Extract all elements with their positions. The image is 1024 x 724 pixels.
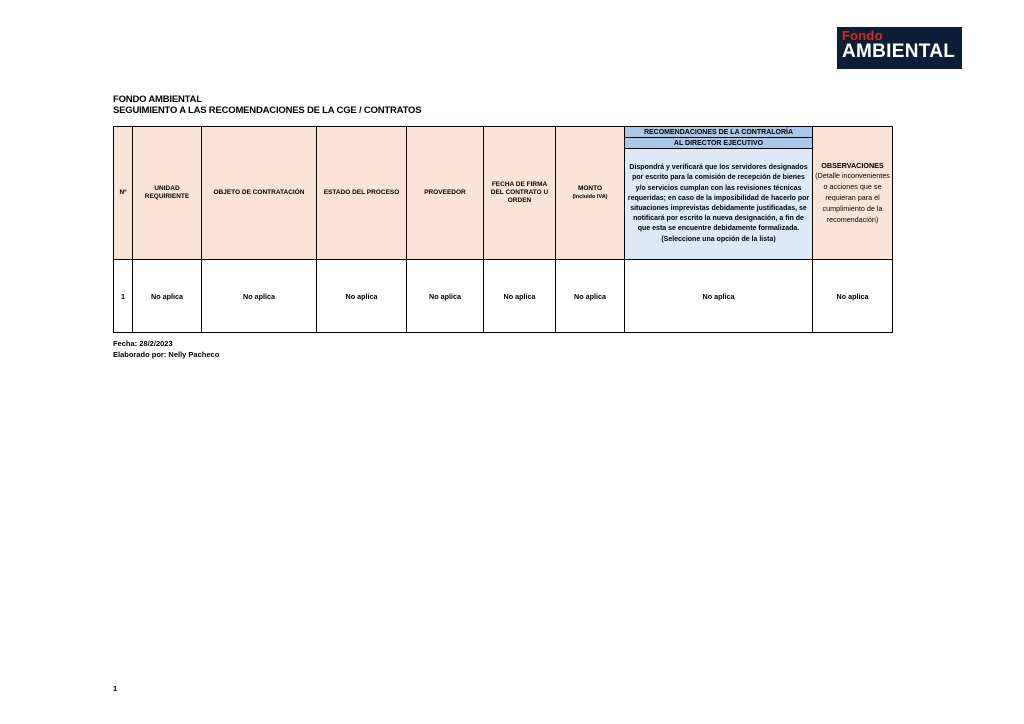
- director-band: AL DIRECTOR EJECUTIVO: [625, 138, 813, 149]
- row-fecha-firma: No aplica: [484, 260, 556, 333]
- col-objeto-header: OBJETO DE CONTRATACIÓN: [202, 127, 317, 260]
- col-estado-header: ESTADO DEL PROCESO: [317, 127, 407, 260]
- col-observaciones-header: [813, 127, 893, 260]
- recommendations-table: [113, 126, 893, 333]
- row-estado: No aplica: [317, 260, 407, 333]
- row-unidad: No aplica: [133, 260, 202, 333]
- fondo-ambiental-logo: [837, 27, 962, 69]
- title-line2: SEGUIMIENTO A LAS RECOMENDACIONES DE LA CGE / CONTRATOS: [113, 105, 422, 116]
- logo-line2: AMBIENTAL: [842, 41, 956, 62]
- row-num: 1: [114, 260, 133, 333]
- page-number: 1: [113, 684, 118, 693]
- col-num-header: Nº: [114, 127, 133, 260]
- col-proveedor-header: PROVEEDOR: [407, 127, 484, 260]
- footer-note: [113, 338, 219, 360]
- table-row: [114, 260, 893, 333]
- row-objeto: No aplica: [202, 260, 317, 333]
- col-monto-header: [556, 127, 625, 260]
- col-unidad-header: UNIDAD REQUIRIENTE: [133, 127, 202, 260]
- row-proveedor: No aplica: [407, 260, 484, 333]
- header-row-band: [114, 127, 893, 138]
- observaciones-label: OBSERVACIONES: [821, 160, 884, 170]
- col-fecha-firma-header: FECHA DE FIRMA DEL CONTRATO U ORDEN: [484, 127, 556, 260]
- recommendation-text: Dispondrá y verificará que los servidores designados por escrito para la comisión de recepción de bienes y/o servicios cumplan con las revisiones técnicas requeridas; en caso de la imposibilidad de hacerlo por situaciones imprevistas debidamente justificadas, se notificará por escrito la nueva designación, a fin de que esta se encuentre debidamente formalizada. (Seleccione una opción de la lista): [625, 149, 813, 260]
- fecha-text: Fecha: 28/2/2023: [113, 339, 173, 348]
- recomendaciones-band: RECOMENDACIONES DE LA CONTRALORÍA: [625, 127, 813, 138]
- document-title: [113, 94, 421, 116]
- monto-label: MONTO: [577, 185, 603, 192]
- title-line1: FONDO AMBIENTAL: [113, 94, 202, 105]
- row-monto: No aplica: [556, 260, 625, 333]
- logo-line1: Fondo: [842, 28, 883, 43]
- observaciones-sublabel: (Detalle inconvenientes o acciones que se requieran para el cumplimiento de la recomendación): [815, 171, 890, 224]
- row-observaciones: No aplica: [813, 260, 893, 333]
- row-recomendacion: No aplica: [625, 260, 813, 333]
- elaborado-text: Elaborado por: Nelly Pacheco: [113, 350, 220, 359]
- monto-sublabel: (Incluido IVA): [572, 194, 608, 200]
